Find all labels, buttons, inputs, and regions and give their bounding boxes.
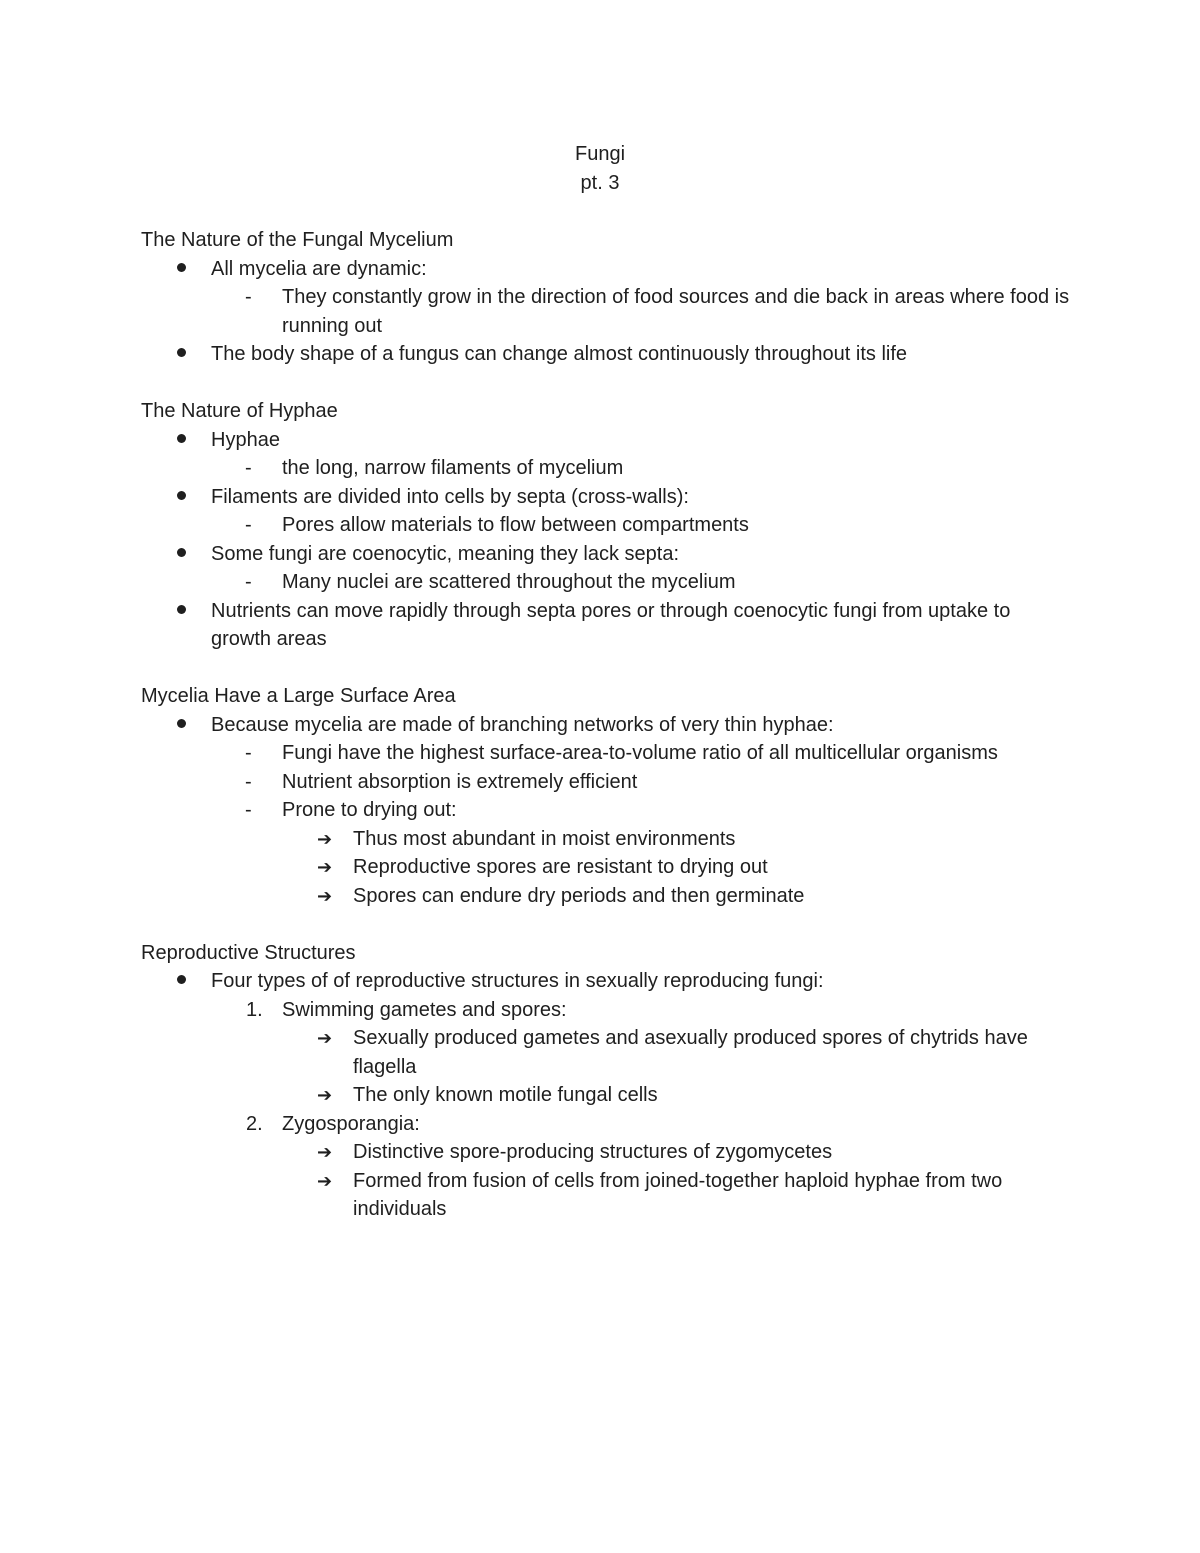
dash-marker: - <box>245 286 252 308</box>
section <box>141 226 1071 369</box>
list-item-text: Hyphae <box>211 428 280 451</box>
bullet-dot-icon <box>177 975 186 984</box>
section <box>141 397 1071 654</box>
list-item-text: All mycelia are dynamic: <box>211 257 427 280</box>
sections-container <box>141 226 1071 1224</box>
list-item-text: Four types of of reproductive structures in sexually reproducing fungi: <box>211 970 824 992</box>
list-item-text: Nutrient absorption is extremely efficient <box>282 770 638 793</box>
list-item-text: Reproductive spores are resistant to drying out <box>353 856 768 878</box>
document-subtitle: pt. 3 <box>580 171 620 194</box>
arrow-right-icon: ➔ <box>317 1142 333 1162</box>
list-item <box>141 1167 1071 1224</box>
section-heading: Mycelia Have a Large Surface Area <box>141 685 456 707</box>
number-marker: 2. <box>246 1112 263 1135</box>
list-item-text: The body shape of a fungus can change almost continuously throughout its life <box>211 343 908 365</box>
title-block <box>141 140 1059 197</box>
dash-marker: - <box>245 742 252 764</box>
list-item-text: Fungi have the highest surface-area-to-volume ratio of all multicellular organisms <box>282 742 998 764</box>
list-item <box>141 454 1071 483</box>
arrow-right-icon: ➔ <box>317 1085 333 1105</box>
list-item-text: The only known motile fungal cells <box>353 1084 658 1106</box>
list-item-text: Pores allow materials to flow between compartments <box>282 514 749 536</box>
bullet-icon <box>177 426 186 455</box>
bullet-icon <box>177 967 186 996</box>
arrow-right-icon: ➔ <box>317 885 333 906</box>
list-item <box>141 967 1071 996</box>
list-item-text: Prone to drying out: <box>282 799 457 821</box>
list-item-text: Nutrients can move rapidly through septa pores or through coenocytic fungi from uptake to growth areas <box>211 599 1011 650</box>
section-heading: The Nature of the Fungal Mycelium <box>141 229 454 251</box>
list-item <box>141 255 1071 284</box>
list-item-text: Sexually produced gametes and asexually produced spores of chytrids have flagella <box>353 1027 1028 1078</box>
bullet-icon <box>177 540 186 569</box>
list-item <box>141 711 1071 740</box>
section-heading: The Nature of Hyphae <box>141 400 338 422</box>
list-item <box>141 511 1071 540</box>
arrow-right-icon: ➔ <box>317 828 333 849</box>
list-item <box>141 1081 1071 1110</box>
dash-marker: - <box>245 770 252 793</box>
dash-marker: - <box>245 799 252 821</box>
bullet-dot-icon <box>177 719 186 728</box>
arrow-right-icon: ➔ <box>317 1170 333 1191</box>
document-title: Fungi <box>574 143 626 165</box>
list-item <box>141 540 1071 569</box>
list-item <box>141 768 1071 797</box>
section <box>141 939 1071 1224</box>
arrow-right-icon: ➔ <box>317 857 333 877</box>
dash-marker: - <box>245 457 252 479</box>
list-item-text: Distinctive spore-producing structures of zygomycetes <box>353 1141 833 1163</box>
bullet-icon <box>177 340 186 369</box>
list-item-text: Because mycelia are made of branching networks of very thin hyphae: <box>211 713 834 736</box>
list-item-text: the long, narrow filaments of mycelium <box>282 457 624 479</box>
bullet-dot-icon <box>177 263 186 272</box>
list-item-text: Swimming gametes and spores: <box>282 998 567 1021</box>
bullet-icon <box>177 711 186 740</box>
list-item <box>141 283 1071 340</box>
list-item <box>141 996 1071 1025</box>
bullet-icon <box>177 255 186 284</box>
list-item-text: They constantly grow in the direction of food sources and die back in areas where food is running out <box>282 286 1070 337</box>
list-item-text: Filaments are divided into cells by septa (cross-walls): <box>211 485 689 508</box>
list-item <box>141 426 1071 455</box>
dash-marker: - <box>245 514 252 536</box>
list-item-text: Zygosporangia: <box>282 1112 420 1135</box>
list-item <box>141 825 1071 854</box>
list-item <box>141 739 1071 768</box>
bullet-dot-icon <box>177 434 186 443</box>
list-item <box>141 1138 1071 1167</box>
list-item <box>141 882 1071 911</box>
list-item <box>141 568 1071 597</box>
list-item-text: Spores can endure dry periods and then germinate <box>353 884 805 907</box>
bullet-dot-icon <box>177 348 186 357</box>
dash-marker: - <box>245 571 252 593</box>
list-item-text: Some fungi are coenocytic, meaning they lack septa: <box>211 542 680 565</box>
bullet-dot-icon <box>177 548 186 557</box>
list-item-text: Thus most abundant in moist environments <box>353 827 736 850</box>
document-page <box>141 140 1071 1252</box>
number-marker: 1. <box>246 998 263 1021</box>
bullet-icon <box>177 597 186 626</box>
list-item <box>141 853 1071 882</box>
section <box>141 682 1071 910</box>
list-item <box>141 1110 1071 1139</box>
bullet-dot-icon <box>177 605 186 614</box>
arrow-right-icon: ➔ <box>317 1028 333 1048</box>
list-item <box>141 796 1071 825</box>
list-item <box>141 597 1071 654</box>
list-item-text: Formed from fusion of cells from joined-together haploid hyphae from two individuals <box>353 1169 1003 1220</box>
list-item <box>141 483 1071 512</box>
list-item <box>141 340 1071 369</box>
list-item-text: Many nuclei are scattered throughout the mycelium <box>282 571 736 593</box>
bullet-dot-icon <box>177 491 186 500</box>
bullet-icon <box>177 483 186 512</box>
section-heading: Reproductive Structures <box>141 941 356 964</box>
list-item <box>141 1024 1071 1081</box>
